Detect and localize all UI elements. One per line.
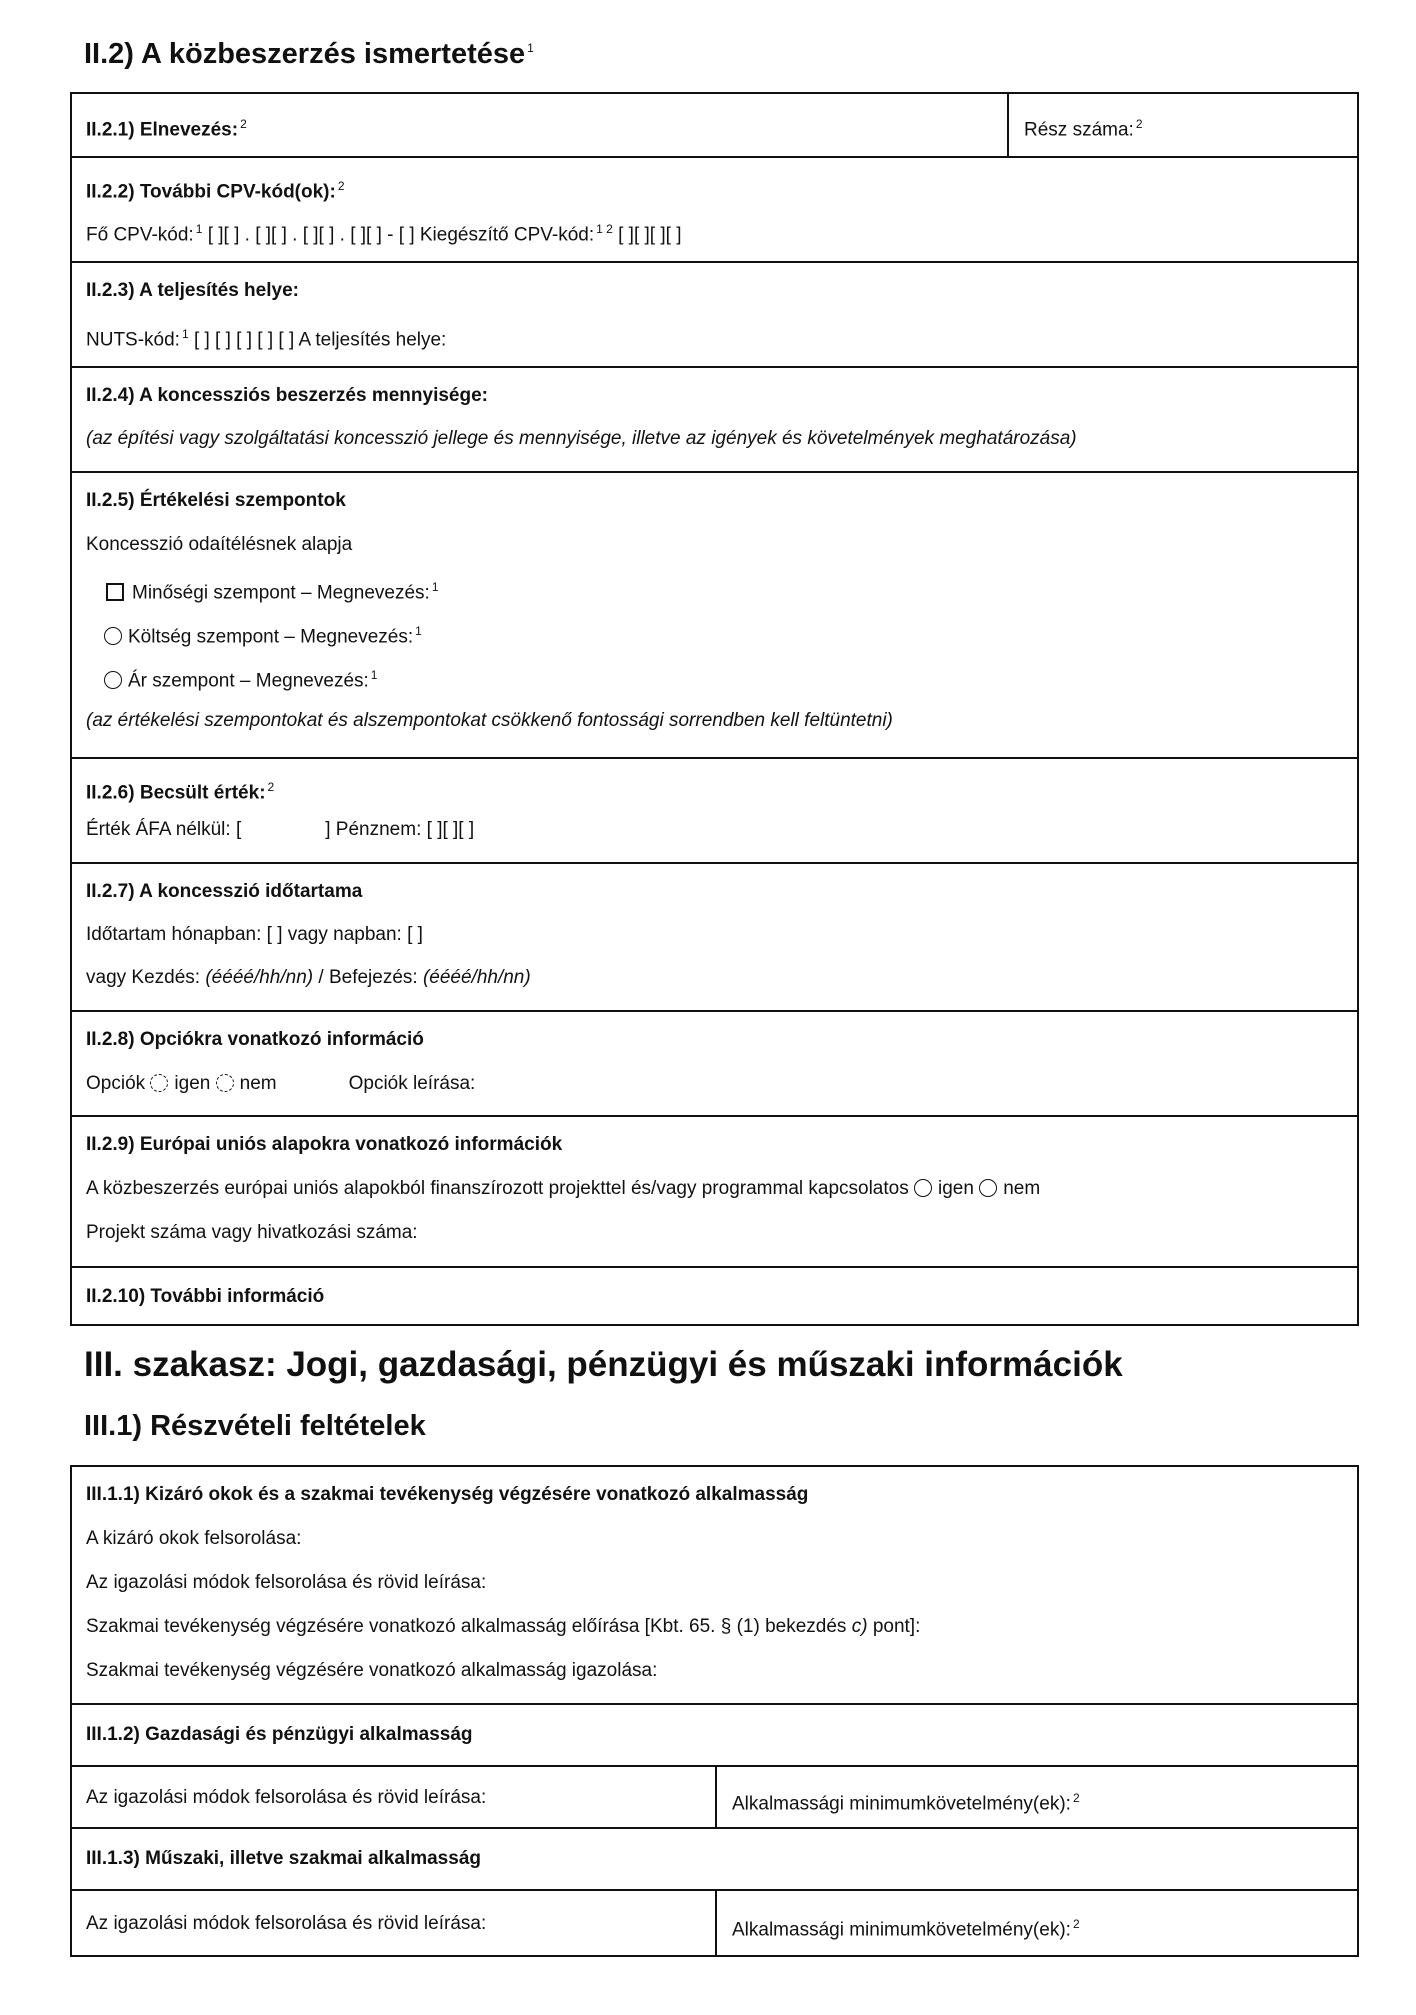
option-label: Ár szempont – Megnevezés:	[128, 670, 369, 692]
subsection-title-iii1: III.1) Részvételi feltételek	[84, 1410, 426, 1442]
footnote-ref: 1	[370, 668, 378, 682]
radio-icon[interactable]	[979, 1179, 997, 1197]
row-ii2-7	[72, 862, 1357, 1010]
field-label-gazdasagi: III.1.2) Gazdasági és pénzügyi alkalmasság	[86, 1724, 473, 1745]
point-suffix: pont]:	[872, 1616, 921, 1637]
footnote-ref: 1	[181, 327, 189, 341]
row-iii1-1	[72, 1467, 1357, 1703]
professional-proof-label: Szakmai tevékenység végzésére vonatkozó alkalmasság igazolása:	[86, 1660, 658, 1681]
row-ii2-5	[72, 471, 1357, 757]
field-label-elnevezes: II.2.1) Elnevezés:	[86, 119, 239, 141]
cpv-code-placeholder: [ ][ ] . [ ][ ] . [ ][ ] . [ ][ ] - [ ] Kiegészítő CPV-kód:	[207, 224, 595, 246]
radio-icon[interactable]	[104, 627, 122, 645]
minimum-requirements-label: Alkalmassági minimumkövetelmény(ek):	[732, 1919, 1071, 1941]
date-format: (éééé/hh/nn)	[422, 967, 531, 988]
footnote-ref: 1	[527, 41, 534, 56]
radio-icon[interactable]	[914, 1179, 932, 1197]
row-ii2-2	[72, 156, 1357, 261]
section-ii2-table	[70, 92, 1359, 1326]
option-cost[interactable]	[104, 619, 422, 649]
field-label-muszaki: III.1.3) Műszaki, illetve szakmai alkalmasság	[86, 1848, 481, 1869]
field-label-idotartam: II.2.7) A koncesszió időtartama	[86, 881, 363, 902]
field-label-ertekelesi-szempontok: II.2.5) Értékelési szempontok	[86, 490, 346, 511]
project-number-label: Projekt száma vagy hivatkozási száma:	[86, 1222, 418, 1243]
field-label-kizaro-okok: III.1.1) Kizáró okok és a szakmai tevékenység végzésére vonatkozó alkalmasság	[86, 1484, 809, 1505]
instruction-note: (az építési vagy szolgáltatási koncesszió jellege és mennyisége, illetve az igények és követelmények meghatározása)	[86, 428, 1077, 449]
row-iii1-2-header	[72, 1703, 1357, 1765]
radio-label-yes: igen	[938, 1178, 974, 1199]
value-without-vat-label: Érték ÁFA nélkül: [	[86, 819, 242, 840]
row-ii2-10	[72, 1266, 1357, 1326]
verification-methods-label: Az igazolási módok felsorolása és rövid leírása:	[86, 1787, 487, 1808]
column-divider	[1007, 94, 1009, 156]
verification-methods-label: Az igazolási módok felsorolása és rövid leírása:	[86, 1572, 487, 1593]
footnote-ref: 1	[415, 624, 422, 638]
footnote-ref: 1	[431, 580, 439, 594]
field-label-eu-alapok: II.2.9) Európai uniós alapokra vonatkozó információk	[86, 1134, 563, 1155]
section-iii1-table	[70, 1465, 1359, 1957]
column-divider	[715, 1767, 717, 1827]
column-divider	[715, 1891, 717, 1955]
exclusion-grounds-label: A kizáró okok felsorolása:	[86, 1528, 302, 1549]
footnote-ref: 1 2	[596, 222, 613, 236]
row-iii1-3-header	[72, 1827, 1357, 1889]
option-quality[interactable]	[106, 575, 439, 605]
field-label-cpv: II.2.2) További CPV-kód(ok):	[86, 181, 336, 203]
footnote-ref: 2	[1135, 117, 1143, 131]
footnote-ref: 2	[240, 117, 247, 131]
section-title-ii2	[84, 38, 534, 71]
end-label: / Befejezés:	[318, 967, 418, 988]
currency-label: ] Pénznem: [ ][ ][ ]	[325, 819, 475, 840]
nuts-placeholder: [ ] [ ] [ ] [ ] [ ] A teljesítés helye:	[193, 329, 447, 351]
footnote-ref: 1	[195, 222, 203, 236]
instruction-note: (az értékelési szempontokat és alszempontokat csökkenő fontossági sorrendben kell feltüntetni)	[86, 710, 893, 731]
row-ii2-4	[72, 366, 1357, 471]
radio-icon[interactable]	[104, 671, 122, 689]
radio-icon[interactable]	[150, 1074, 168, 1092]
field-label-teljesites-helye: II.2.3) A teljesítés helye:	[86, 280, 299, 301]
radio-label-no: nem	[1003, 1178, 1041, 1199]
row-ii2-6	[72, 757, 1357, 862]
verification-methods-label: Az igazolási módok felsorolása és rövid leírása:	[86, 1913, 487, 1934]
row-iii1-2-body	[72, 1765, 1357, 1827]
radio-icon[interactable]	[216, 1074, 234, 1092]
options-description-label: Opciók leírása:	[348, 1073, 476, 1094]
field-label-resz-szama: Rész száma:	[1024, 119, 1134, 141]
field-label-opciok: II.2.8) Opciókra vonatkozó információ	[86, 1029, 424, 1050]
row-ii2-1	[72, 94, 1357, 156]
start-label: vagy Kezdés:	[86, 967, 201, 988]
option-label: Költség szempont – Megnevezés:	[128, 626, 414, 648]
footnote-ref: 2	[1072, 1791, 1080, 1805]
options-label: Opciók	[86, 1073, 146, 1094]
field-label-becsult-ertek: II.2.6) Becsült érték:	[86, 782, 266, 804]
duration-line: Időtartam hónapban: [ ] vagy napban: [ ]	[86, 924, 423, 945]
section-title-text: II.2) A közbeszerzés ismertetése	[84, 38, 526, 70]
row-ii2-3	[72, 261, 1357, 366]
option-label: Minőségi szempont – Megnevezés:	[132, 582, 430, 604]
eu-funds-question: A közbeszerzés európai uniós alapokból finanszírozott projekttel és/vagy programmal kapcsolatos	[86, 1178, 909, 1199]
minimum-requirements-label: Alkalmassági minimumkövetelmény(ek):	[732, 1793, 1071, 1815]
footnote-ref: 2	[267, 780, 275, 794]
field-label-mennyiseg: II.2.4) A koncessziós beszerzés mennyisége:	[86, 385, 488, 406]
checkbox-icon[interactable]	[106, 583, 124, 601]
date-format: (éééé/hh/nn)	[205, 967, 314, 988]
footnote-ref: 2	[1072, 1917, 1080, 1931]
row-iii1-3-body	[72, 1889, 1357, 1955]
footnote-ref: 2	[337, 179, 345, 193]
option-price[interactable]	[104, 663, 377, 693]
radio-label-yes: igen	[174, 1073, 211, 1094]
award-basis-label: Koncesszió odaítélésnek alapja	[86, 534, 353, 555]
row-ii2-9	[72, 1115, 1357, 1266]
cpv-main-label: Fő CPV-kód:	[86, 224, 194, 246]
professional-requirement-label: Szakmai tevékenység végzésére vonatkozó alkalmasság előírása [Kbt. 65. § (1) bekezdés	[86, 1616, 847, 1637]
point-ref: c)	[851, 1616, 868, 1637]
section-title-iii: III. szakasz: Jogi, gazdasági, pénzügyi és műszaki információk	[84, 1345, 1123, 1384]
row-ii2-8	[72, 1010, 1357, 1115]
radio-label-no: nem	[239, 1073, 277, 1094]
nuts-label: NUTS-kód:	[86, 329, 180, 351]
cpv-supplementary-placeholder: [ ][ ][ ][ ]	[618, 224, 682, 246]
field-label-tovabbi-informacio: II.2.10) További információ	[86, 1286, 325, 1307]
